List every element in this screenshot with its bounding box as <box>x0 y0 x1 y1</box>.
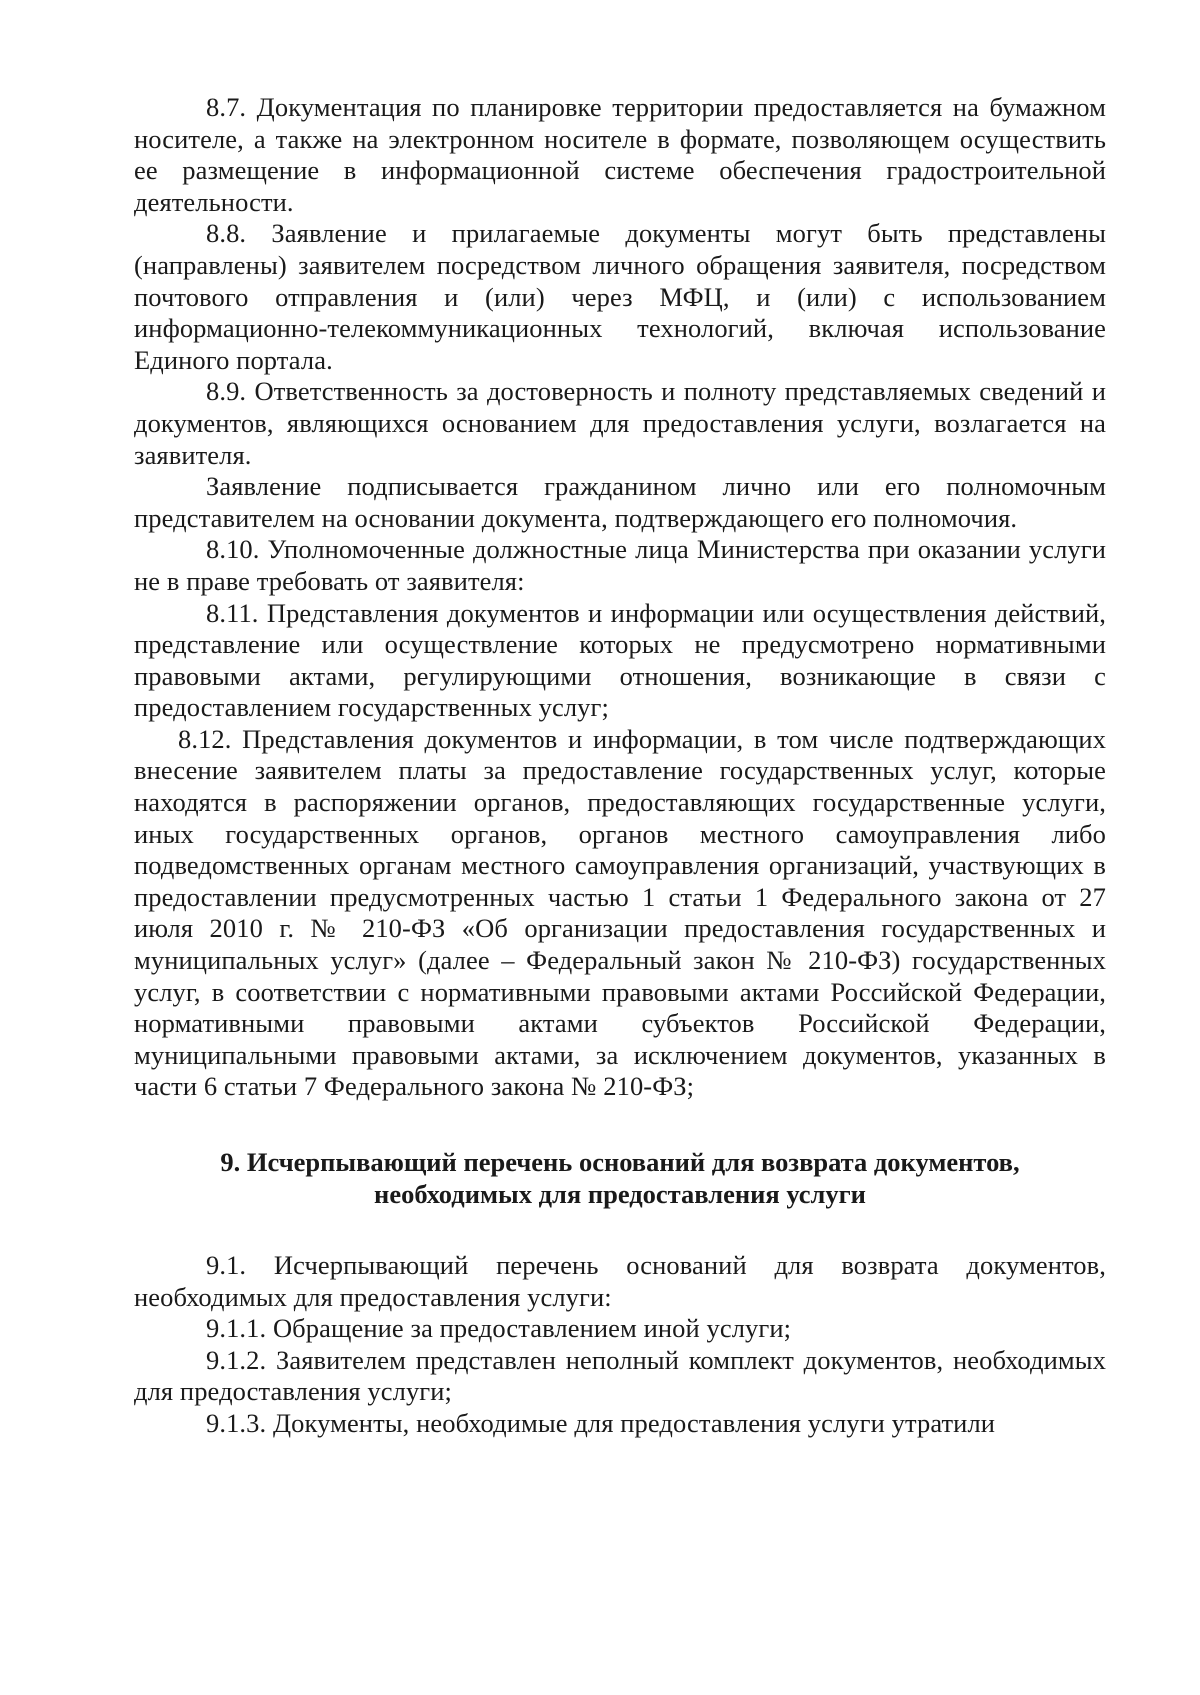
paragraph-8-10: 8.10. Уполномоченные должностные лица Министерства при оказании услуги не в праве требовать от заявителя: <box>134 534 1106 596</box>
paragraph-8-9: 8.9. Ответственность за достоверность и полноту представляемых сведений и документов, являющихся основанием для предоставления услуги, возлагается на заявителя. <box>134 376 1106 470</box>
section-9-heading-line2: необходимых для предоставления услуги <box>374 1179 866 1209</box>
paragraph-8-11: 8.11. Представления документов и информации или осуществления действий, представление или осуществление которых не предусмотрено нормативными правовыми актами, регулирующими отношения, возникающие в связи с предоставлением государственных услуг; <box>134 597 1106 723</box>
paragraph-9-1: 9.1. Исчерпывающий перечень оснований для возврата документов, необходимых для предоставления услуги: <box>134 1250 1106 1312</box>
paragraph-9-1-2: 9.1.2. Заявителем представлен неполный комплект документов, необходимых для предоставления услуги; <box>134 1344 1106 1407</box>
paragraph-9-1-3: 9.1.3. Документы, необходимые для предоставления услуги утратили <box>206 1407 996 1438</box>
paragraph-signature-note: Заявление подписывается гражданином лично или его полномочным представителем на основании документа, подтверждающего его полномочия. <box>134 471 1106 533</box>
paragraph-8-8: 8.8. Заявление и прилагаемые документы могут быть представлены (направлены) заявителем посредством личного обращения заявителя, посредством почтового отправления и (или) через МФЦ, и (или) с использованием информационно-телекоммуникационных технологий, включая использование Единого портала. <box>134 218 1106 375</box>
section-9-heading-line1: 9. Исчерпывающий перечень оснований для возврата документов, <box>220 1147 1020 1177</box>
paragraph-8-12: 8.12. Представления документов и информации, в том числе подтверждающих внесение заявителем платы за предоставление государственных услуг, которые находятся в распоряжении органов, предоставляющих государственные услуги, иных государственных органов, органов местного самоуправления либо подведомственных органам местного самоуправления организаций, участвующих в предоставлении предусмотренных частью 1 статьи 1 Федерального закона от 27 июля 2010 г. № 210-ФЗ «Об организации предоставления государственных и муниципальных услуг» (далее – Федеральный закон № 210-ФЗ) государственных услуг, в соответствии с нормативными правовыми актами Российской Федерации, нормативными правовыми актами субъектов Российской Федерации, муниципальными правовыми актами, за исключением документов, указанных в части 6 статьи 7 Федерального закона № 210-ФЗ; <box>134 723 1106 1102</box>
section-9-heading <box>134 1146 1106 1210</box>
paragraph-9-1-1: 9.1.1. Обращение за предоставлением иной услуги; <box>206 1313 792 1344</box>
paragraph-8-7: 8.7. Документация по планировке территории предоставляется на бумажном носителе, а также на электронном носителе в формате, позволяющем осуществить ее размещение в информационной системе обеспечения градостроительной деятельности. <box>134 92 1106 217</box>
